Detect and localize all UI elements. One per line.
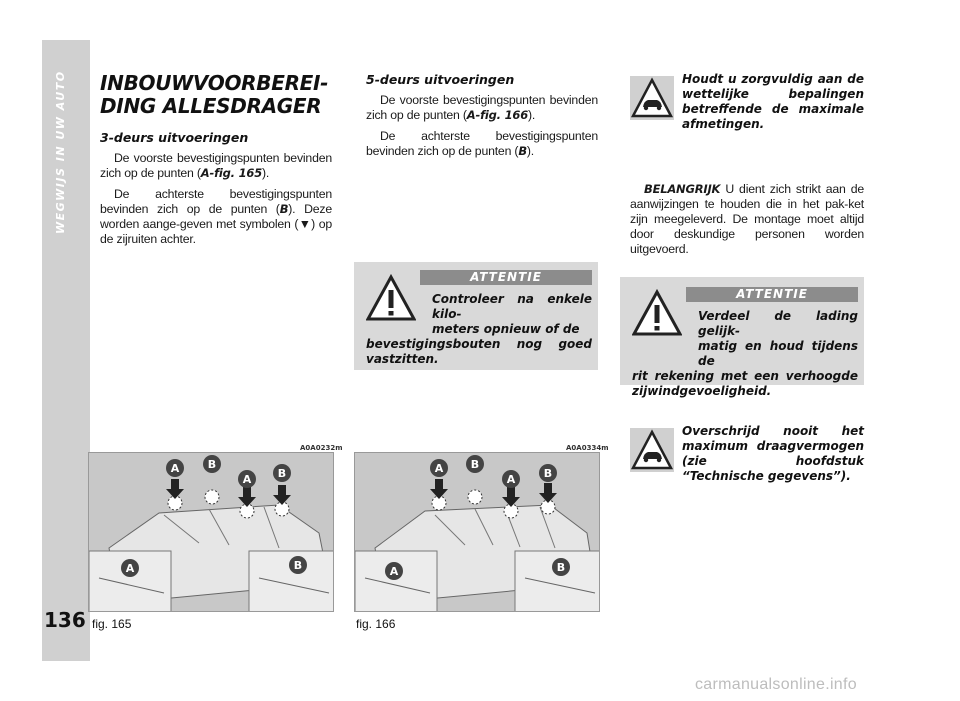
attention-rest: bevestigingsbouten nog goed vastzitten.	[366, 337, 592, 366]
title-line-2: DING ALLESDRAGER	[100, 94, 322, 118]
text: De voorste bevestigingspunten bevinden zich op de punten (	[100, 151, 332, 180]
section-heading-5-door: 5-deurs uitvoeringen	[366, 72, 515, 87]
attention-line-1: Controleer na enkele kilo-	[432, 292, 592, 321]
point-label-a: A	[242, 473, 252, 486]
warning-max-load-text: Overschrijd nooit het maximum draagvermogen (zie hoofdstuk “Technische gegevens”).	[682, 424, 864, 483]
text: De achterste bevestigingspunten bevinden zich op de punten (	[366, 129, 598, 158]
title-line-1: INBOUWVOORBEREI-	[100, 71, 329, 95]
section-heading-3-door: 3-deurs uitvoeringen	[100, 130, 249, 145]
paragraph-rear-points-3-door	[100, 187, 332, 247]
important-label: BELANGRIJK	[644, 182, 721, 196]
point-label-b: B	[207, 458, 217, 471]
point-label-a: A	[170, 462, 180, 475]
column-1	[100, 72, 332, 253]
text: De achterste bevestigingspunten bevinden zich op de punten (	[100, 187, 332, 216]
attention-box-load	[620, 277, 864, 398]
figure-caption: fig. 165	[92, 617, 132, 631]
text: ). Deze worden aange-geven met symbolen (▼) op de zijruiten achter.	[100, 202, 332, 246]
attention-text	[366, 292, 592, 367]
figure-ref: A-fig. 165	[200, 166, 263, 180]
paragraph-front-points-5-door	[366, 93, 598, 123]
warning-dimensions	[630, 72, 864, 132]
column-2	[366, 72, 598, 165]
figure-code: A0A0232m	[300, 444, 343, 452]
car-roof-illustration	[355, 453, 600, 612]
point-label-b: B	[277, 467, 287, 480]
paragraph-front-points-3-door	[100, 151, 332, 181]
figure-ref: A-fig. 166	[466, 108, 529, 122]
page-title	[100, 72, 332, 118]
point-ref: B	[518, 144, 527, 158]
attention-box-bolts	[354, 262, 598, 370]
attention-line-2: matig en houd tijdens de	[698, 339, 858, 368]
page-number: 136	[44, 608, 86, 632]
text: ).	[262, 166, 270, 180]
inset-label-b: B	[293, 559, 303, 572]
car-warning-icon	[630, 76, 674, 120]
point-label-a: A	[434, 462, 444, 475]
attention-label: ATTENTIE	[420, 270, 592, 285]
figure-code: A0A0334m	[566, 444, 609, 452]
paragraph-important	[630, 182, 864, 257]
figure-caption: fig. 166	[356, 617, 396, 631]
attention-label: ATTENTIE	[686, 287, 858, 302]
attention-line-2: meters opnieuw of de	[432, 322, 580, 336]
text: U dient zich strikt aan de aanwijzingen te houden die in het pak-ket zijn meegeleverd. De montage moet altijd door deskundige personen worden uitgevoerd.	[630, 182, 864, 256]
point-label-b: B	[470, 458, 480, 471]
figure-166	[354, 452, 600, 612]
point-label-b: B	[543, 467, 553, 480]
inset-label-a: A	[125, 562, 135, 575]
inset-label-a: A	[389, 565, 399, 578]
attention-text	[632, 309, 858, 399]
text: ).	[526, 144, 535, 158]
side-header: WEGWIJS IN UW AUTO	[54, 70, 67, 234]
attention-rest: rit rekening met een verhoogde zijwindgevoeligheid.	[632, 369, 858, 398]
important-block	[630, 182, 864, 263]
watermark: carmanualsonline.info	[695, 676, 857, 693]
figure-165	[88, 452, 334, 612]
car-warning-icon	[630, 428, 674, 472]
inset-label-b: B	[556, 561, 566, 574]
warning-dimensions-text: Houdt u zorgvuldig aan de wettelijke bepalingen betreffende de maximale afmetingen.	[682, 72, 864, 131]
point-ref: B	[279, 202, 289, 216]
point-label-a: A	[506, 473, 516, 486]
text: De voorste bevestigingspunten bevinden zich op de punten (	[366, 93, 598, 122]
warning-max-load	[630, 424, 864, 484]
car-roof-illustration	[89, 453, 334, 612]
paragraph-rear-points-5-door	[366, 129, 598, 159]
attention-line-1: Verdeel de lading gelijk-	[698, 309, 858, 338]
text: ).	[528, 108, 536, 122]
